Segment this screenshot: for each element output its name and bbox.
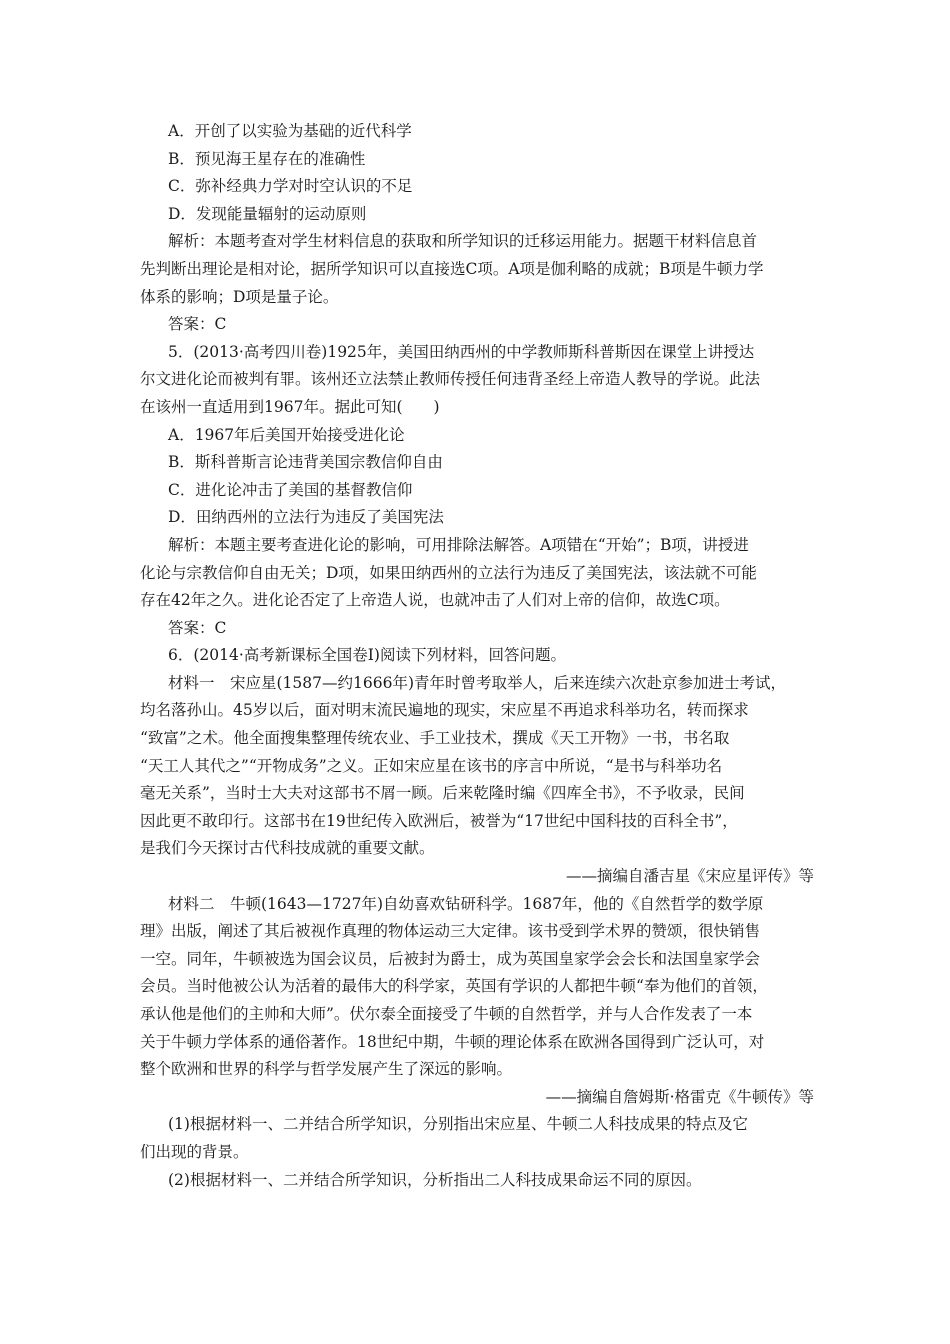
- q6-question1-line-2: 们出现的背景。: [140, 1142, 249, 1161]
- q4-option-b: B．预见海王星存在的准确性: [168, 149, 366, 168]
- q6-material2-line-6: 关于牛顿力学体系的通俗著作。18世纪中期，牛顿的理论体系在欧洲各国得到广泛认可，对: [140, 1032, 765, 1051]
- q5-option-d: D．田纳西州的立法行为违反了美国宪法: [168, 508, 444, 527]
- q6-material2-line-1: 材料二 牛顿(1643—1727年)自幼喜欢钻研科学。1687年，他的《自然哲学的数学原: [168, 894, 764, 913]
- q6-material2-line-3: 一空。同年，牛顿被选为国会议员，后被封为爵士，成为英国皇家学会会长和法国皇家学会: [140, 949, 761, 968]
- q6-material2-line-7: 整个欧洲和世界的科学与哲学发展产生了深远的影响。: [140, 1060, 513, 1079]
- q6-material2-line-5: 承认他是他们的主帅和大师”。伏尔泰全面接受了牛顿的自然哲学，并与人合作发表了一本: [140, 1005, 753, 1023]
- q6-material2-line-2: 理》出版，阐述了其后被视作真理的物体运动三大定律。该书受到学术界的赞颂，很快销售: [140, 922, 761, 941]
- q5-option-a: A．1967年后美国开始接受进化论: [168, 425, 405, 444]
- q4-option-d: D．发现能量辐射的运动原则: [168, 204, 367, 223]
- q5-analysis-line-2: 化论与宗教信仰自由无关；D项，如果田纳西州的立法行为违反了美国宪法，该法就不可能: [140, 563, 757, 582]
- document-body: [140, 118, 820, 1194]
- q4-option-c: C．弥补经典力学对时空认识的不足: [168, 177, 413, 196]
- q5-stem-line-3: 在该州一直适用到1967年。据此可知( ): [140, 397, 440, 416]
- q6-question2: (2)根据材料一、二并结合所学知识，分析指出二人科技成果命运不同的原因。: [168, 1170, 702, 1189]
- q6-material2-line-4: 会员。当时他被公认为活着的最伟大的科学家，英国有学识的人都把牛顿“奉为他们的首领，: [140, 977, 768, 996]
- q5-stem-line-2: 尔文进化论而被判有罪。该州还立法禁止教师传授任何违背圣经上帝造人教导的学说。此法: [140, 370, 761, 389]
- q6-material1-line-4: “天工人其代之”“开物成务”之义。正如宋应星在该书的序言中所说，“是书与科举功名: [140, 756, 723, 775]
- q4-analysis-line-3: 体系的影响；D项是量子论。: [140, 287, 339, 306]
- q6-material1-line-5: 毫无关系”，当时士大夫对这部书不屑一顾。后来乾隆时编《四库全书》，不予收录，民间: [140, 784, 745, 803]
- q6-material1-line-1: 材料一 宋应星(1587—约1666年)青年时曾考取举人，后来连续六次赴京参加进士考试，: [168, 673, 786, 692]
- q6-material2-source: ——摘编自詹姆斯·格雷克《牛顿传》等: [545, 1087, 814, 1106]
- q4-analysis-line-2: 先判断出理论是相对论，据所学知识可以直接选C项。A项是伽利略的成就；B项是牛顿力学: [140, 259, 764, 278]
- q4-analysis-line-1: 解析：本题考查对学生材料信息的获取和所学知识的迁移运用能力。据题干材料信息首: [168, 232, 758, 251]
- q5-option-c: C．进化论冲击了美国的基督教信仰: [168, 480, 413, 499]
- q5-analysis-line-3: 存在42年之久。进化论否定了上帝造人说，也就冲击了人们对上帝的信仰，故选C项。: [140, 591, 730, 610]
- q6-material1-line-6: 因此更不敢印行。这部书在19世纪传入欧洲后，被誉为“17世纪中国科技的百科全书”，: [140, 811, 738, 830]
- q5-analysis-line-1: 解析：本题主要考查进化论的影响，可用排除法解答。A项错在“开始”；B项，讲授进: [168, 535, 749, 554]
- q6-question1-line-1: (1)根据材料一、二并结合所学知识，分别指出宋应星、牛顿二人科技成果的特点及它: [168, 1115, 748, 1134]
- q5-option-b: B．斯科普斯言论违背美国宗教信仰自由: [168, 453, 443, 472]
- q6-material1-line-7: 是我们今天探讨古代科技成就的重要文献。: [140, 839, 435, 858]
- q6-material1-line-3: “致富”之术。他全面搜集整理传统农业、手工业技术，撰成《天工开物》一书，书名取: [140, 729, 730, 748]
- q4-option-a: A．开创了以实验为基础的近代科学: [168, 122, 412, 140]
- q5-answer: 答案：C: [168, 618, 227, 637]
- q5-stem-line-1: 5．(2013·高考四川卷)1925年，美国田纳西州的中学教师斯科普斯因在课堂上讲授达: [168, 342, 755, 361]
- q4-answer: 答案：C: [168, 315, 227, 334]
- q6-material1-source: ——摘编自潘吉星《宋应星评传》等: [565, 867, 814, 886]
- q6-material1-line-2: 均名落孙山。45岁以后，面对明末流民遍地的现实，宋应星不再追求科举功名，转而探求: [140, 701, 749, 720]
- q6-stem: 6．(2014·高考新课标全国卷Ⅰ)阅读下列材料，回答问题。: [168, 646, 566, 665]
